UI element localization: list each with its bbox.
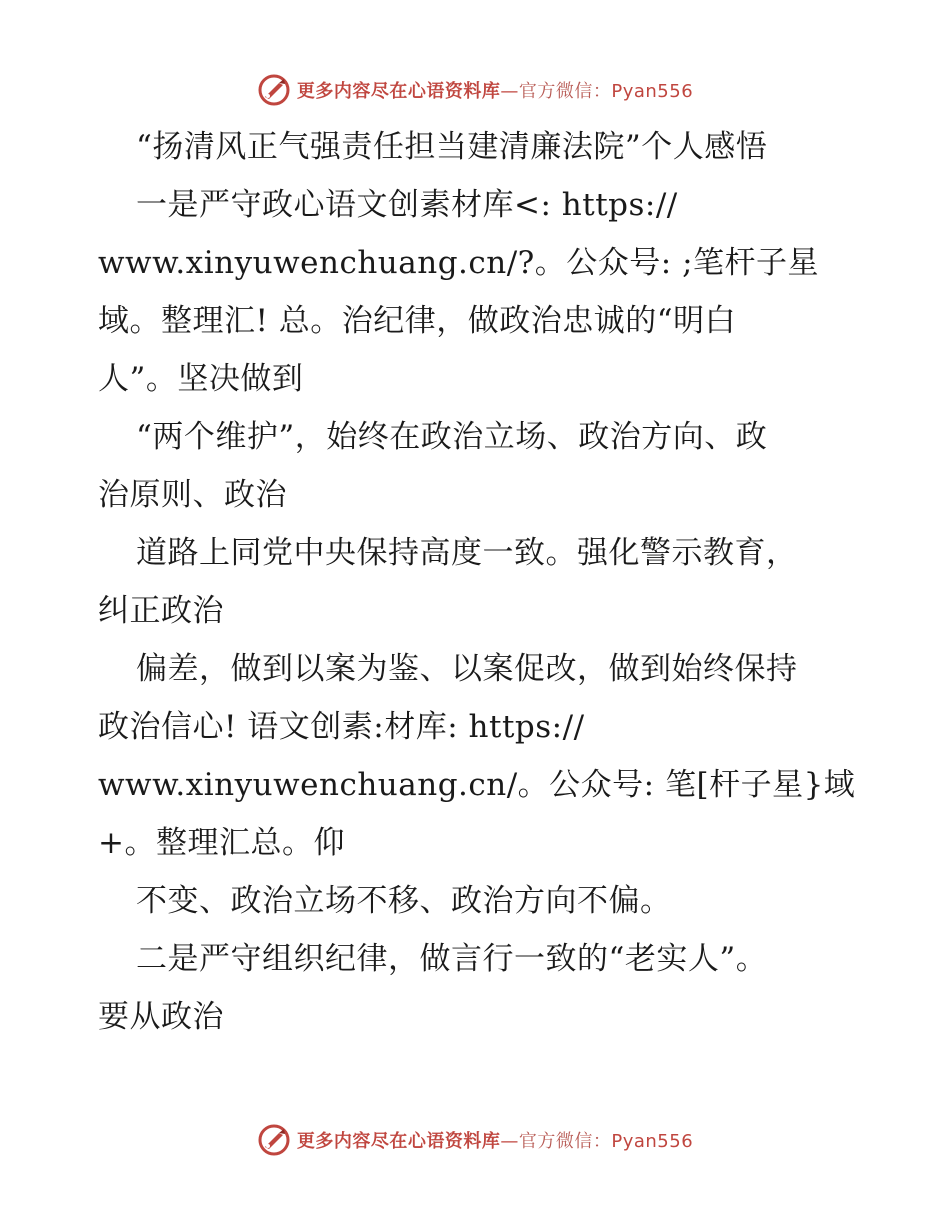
footer-wechat-label: 官方微信： bbox=[518, 1131, 612, 1152]
header-wechat-label: 官方微信： bbox=[518, 81, 612, 102]
paragraph-line: 纠正政治 bbox=[98, 593, 224, 629]
paragraph-line: 二是严守组织纪律，做言行一致的“老实人”。 bbox=[136, 941, 768, 977]
document-body bbox=[98, 118, 858, 1046]
paragraph-line: 偏差，做到以案为鉴、以案促改，做到始终保持 bbox=[136, 651, 798, 687]
document-title: “扬清风正气强责任担当建清廉法院”个人感悟 bbox=[136, 129, 768, 165]
paragraph-line: 道路上同党中央保持高度一致。强化警示教育， bbox=[136, 535, 798, 571]
paragraph-line: 不变、政治立场不移、政治方向不偏。 bbox=[136, 883, 672, 919]
paragraph-line: 要从政治 bbox=[98, 999, 224, 1035]
header-banner-text bbox=[297, 77, 693, 103]
footer-wechat-id: Pyan556 bbox=[611, 1131, 694, 1152]
header-dash: — bbox=[500, 81, 519, 102]
footer-brand-text: 更多内容尽在心语资料库 bbox=[296, 1131, 501, 1152]
paragraph-line: www.xinyuwenchuang.cn/。公众号: 笔[杆子星}域 bbox=[98, 767, 856, 803]
paragraph-line: “两个维护”，始终在政治立场、政治方向、政 bbox=[136, 419, 768, 455]
footer-dash: — bbox=[500, 1131, 519, 1152]
header-wechat-id: Pyan556 bbox=[611, 81, 694, 102]
paragraph-line: 政治信心! 语文创素:材库: https:// bbox=[98, 709, 585, 745]
paragraph-line: 一是严守政心语文创素材库<: https:// bbox=[136, 187, 678, 223]
footer-banner-text bbox=[297, 1127, 693, 1153]
brand-logo-icon bbox=[257, 73, 291, 107]
footer-watermark-banner bbox=[0, 1120, 950, 1160]
paragraph-line: www.xinyuwenchuang.cn/?。公众号: ;笔杆子星 bbox=[98, 245, 820, 281]
header-watermark-banner bbox=[0, 70, 950, 110]
paragraph-line: 治原则、政治 bbox=[98, 477, 287, 513]
paragraph-line: 人”。坚决做到 bbox=[98, 361, 304, 397]
paragraph-line: 域。整理汇! 总。治纪律，做政治忠诚的“明白 bbox=[98, 303, 737, 339]
header-brand-text: 更多内容尽在心语资料库 bbox=[296, 81, 501, 102]
paragraph-line: +。整理汇总。仰 bbox=[98, 825, 345, 861]
brand-logo-icon bbox=[257, 1123, 291, 1157]
